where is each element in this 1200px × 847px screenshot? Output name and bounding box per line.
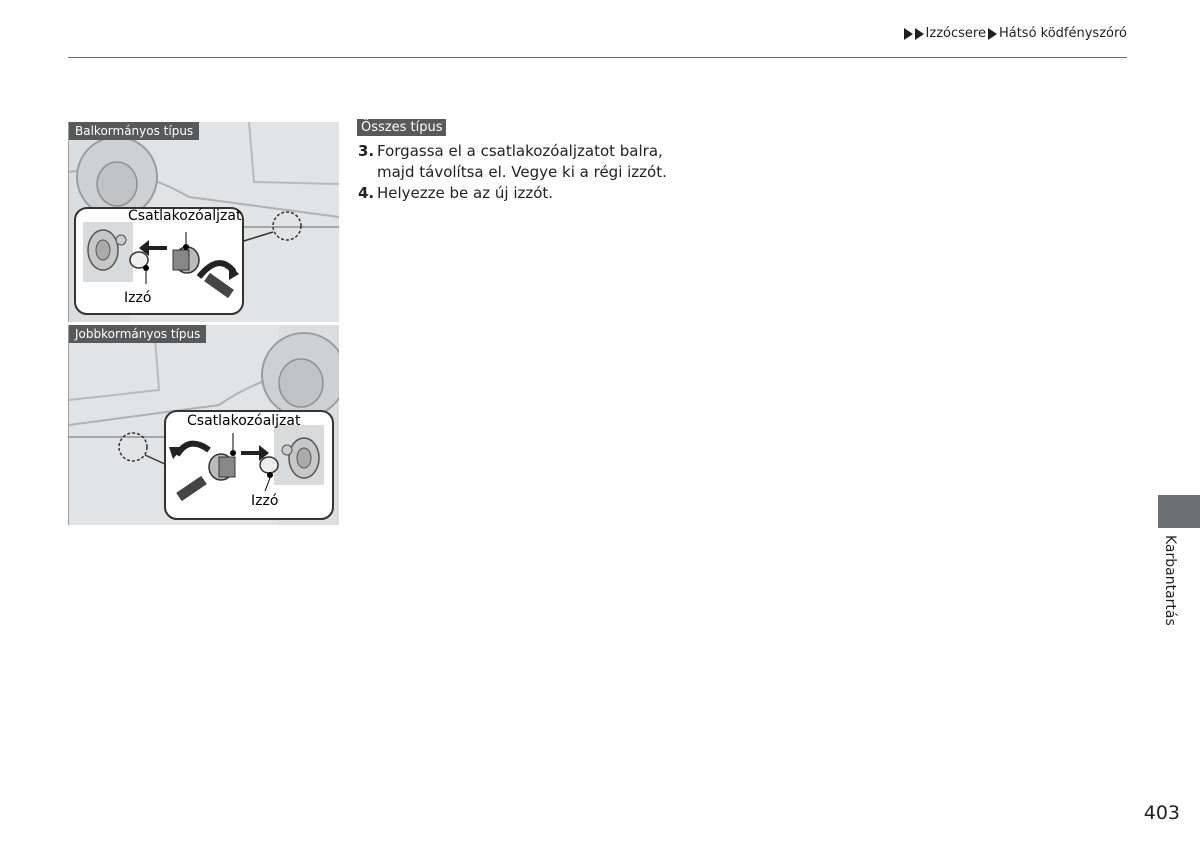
step-text: Helyezze be az új izzót.	[377, 184, 554, 202]
arrow-right-icon	[915, 28, 924, 40]
breadcrumb-item-bulb-replacement[interactable]: Izzócsere	[925, 26, 986, 41]
figure-right-hand-drive	[68, 325, 339, 525]
step-text: Forgassa el a csatlakozóaljzatot balra, majd távolítsa el. Vegye ki a régi izzót.	[377, 142, 667, 181]
figure-label: Jobbkormányos típus	[69, 325, 206, 343]
header-rule	[68, 57, 1127, 58]
callout-bulb-label: Izzó	[124, 290, 152, 306]
step-item	[358, 141, 698, 183]
step-number: 4.	[358, 184, 375, 202]
breadcrumb-item-rear-fog-light[interactable]: Hátsó ködfényszóró	[998, 26, 1127, 41]
step-number: 3.	[358, 142, 375, 160]
instruction-steps	[358, 141, 698, 204]
chapter-tab-label: Karbantartás	[1162, 535, 1178, 626]
all-types-tag: Összes típus	[357, 119, 446, 136]
chapter-tab[interactable]	[1158, 495, 1200, 528]
page-number: 403	[1143, 802, 1180, 824]
callout-bulb-label: Izzó	[251, 493, 279, 509]
figure-left-hand-drive	[68, 122, 339, 322]
step-item	[358, 183, 698, 204]
figure-label: Balkormányos típus	[69, 122, 199, 140]
arrow-right-icon	[988, 28, 997, 40]
arrow-right-icon	[904, 28, 913, 40]
callout-socket-label: Csatlakozóaljzat	[128, 208, 242, 224]
breadcrumb	[904, 26, 1127, 41]
callout-socket-label: Csatlakozóaljzat	[187, 413, 301, 429]
